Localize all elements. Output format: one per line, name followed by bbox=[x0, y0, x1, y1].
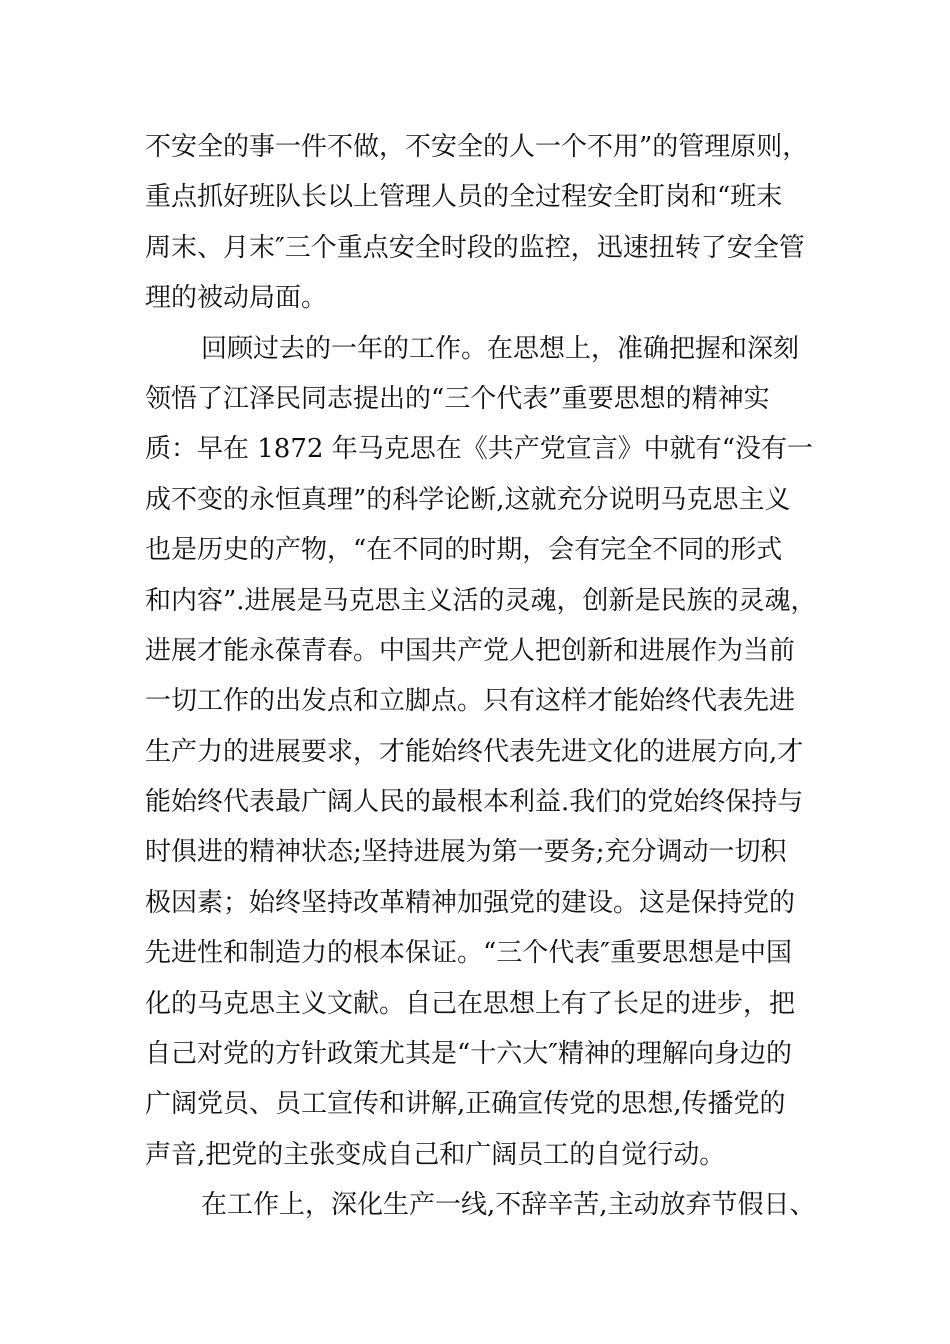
text-line: 和内容”.进展是马克思主义活的灵魂，创新是民族的灵魂， bbox=[145, 585, 817, 616]
text-line: 生产力的进展要求，才能始终代表先进文化的进展方向,才 bbox=[145, 736, 804, 767]
text-line: 化的马克思主义文献。自己在思想上有了长足的进步，把 bbox=[145, 988, 796, 1019]
paragraph-start-line: 回顾过去的一年的工作。在思想上，准确把握和深刻 bbox=[201, 333, 800, 364]
text-line: 声音,把党的主张变成自己和广阔员工的自觉行动。 bbox=[145, 1139, 726, 1170]
text-line: 自己对党的方针政策尤其是“十六大″精神的理解向身边的 bbox=[145, 1039, 793, 1070]
text-line: 能始终代表最广阔人民的最根本利益.我们的党始终保持与 bbox=[145, 787, 804, 818]
text-line: 周末、月末″三个重点安全时段的监控，迅速扭转了安全管 bbox=[145, 232, 805, 263]
text-line: 极因素；始终坚持改革精神加强党的建设。这是保持党的 bbox=[145, 887, 796, 918]
text-line: 一切工作的出发点和立脚点。只有这样才能始终代表先进 bbox=[145, 686, 796, 717]
paragraph-start-line: 在工作上，深化生产一线,不辞辛苦,主动放弃节假日、 bbox=[201, 1190, 816, 1221]
text-line: 重点抓好班队长以上管理人员的全过程安全盯岗和“班末 bbox=[145, 182, 783, 213]
text-line: 理的被动局面。 bbox=[145, 283, 328, 314]
text-line: 也是历史的产物，“在不同的时期，会有完全不同的形式 bbox=[145, 535, 783, 566]
text-line: 成不变的永恒真理”的科学论断,这就充分说明马克思主义 bbox=[145, 484, 791, 515]
text-line: 领悟了江泽民同志提出的“三个代表”重要思想的精神实 bbox=[145, 383, 770, 414]
text-line: 先进性和制造力的根本保证。“三个代表″重要思想是中国 bbox=[145, 938, 793, 969]
text-line: 时俱进的精神状态;坚持进展为第一要务;充分调动一切积 bbox=[145, 837, 787, 868]
document-body bbox=[145, 122, 825, 1231]
text-line: 进展才能永葆青春。中国共产党人把创新和进展作为当前 bbox=[145, 635, 796, 666]
text-line: 不安全的事一件不做，不安全的人一个不用”的管理原则， bbox=[145, 132, 809, 162]
text-line: 质：早在 1872 年马克思在《共产党宣言》中就有“没有一 bbox=[145, 434, 813, 465]
text-line: 广阔党员、员工宣传和讲解,正确宣传党的思想,传播党的 bbox=[145, 1089, 786, 1120]
